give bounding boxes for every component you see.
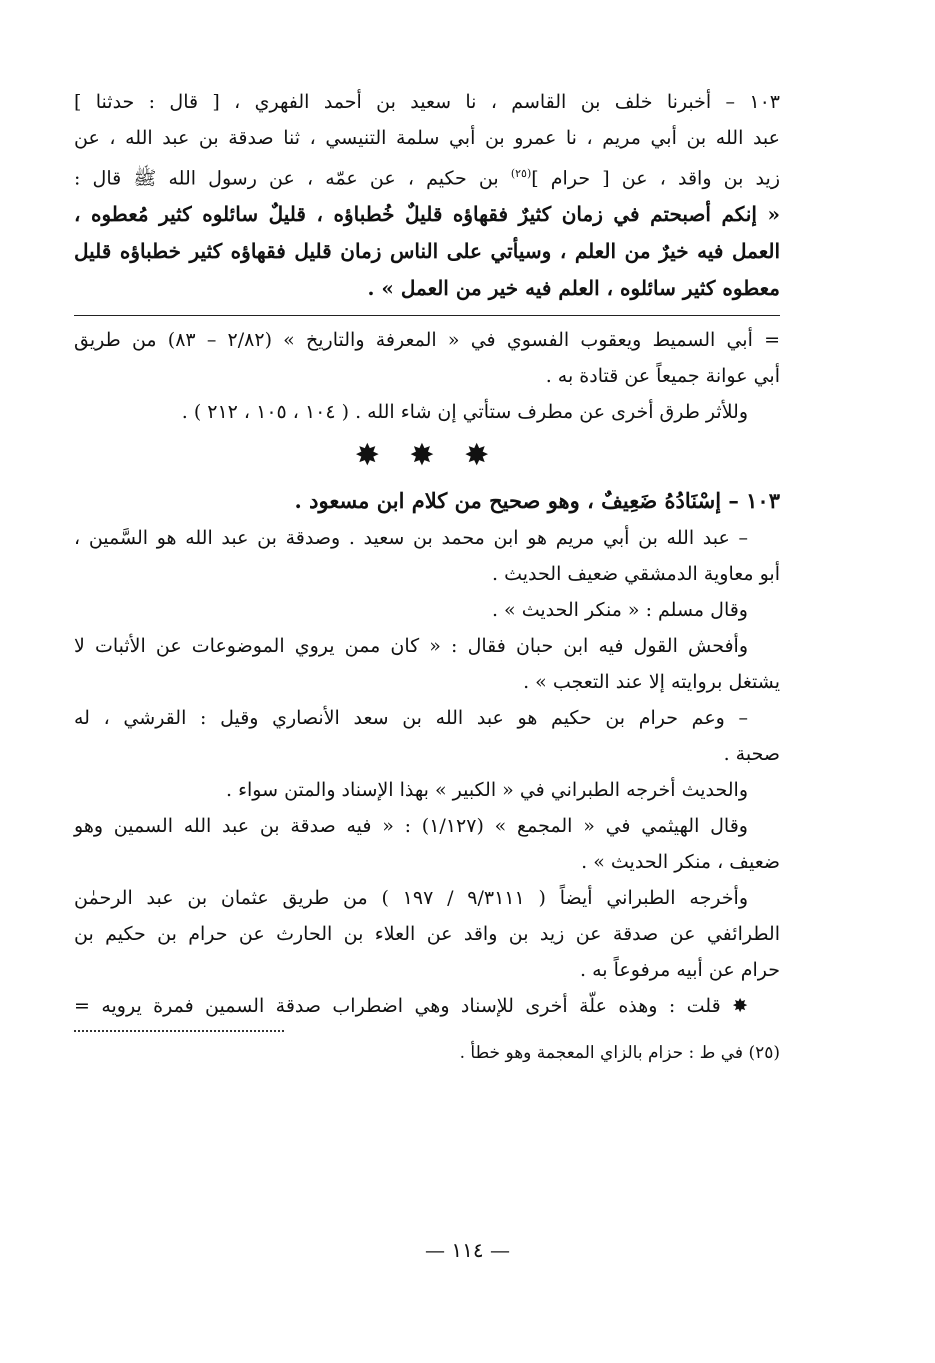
- commentary-line-13: حرام عن أبيه مرفوعاً به .: [580, 959, 780, 982]
- hadith-line-1: « إنكم أصبحتم في زمان كثيرٌ فقهاؤه قليلٌ خُطباؤه ، قليلٌ سائلوه كثير مُعطوه ،: [74, 202, 780, 227]
- footnote-separator: [74, 1030, 284, 1032]
- footnote: (٢٥) في ط : حزام بالزاي المعجمة وهو خطأ .: [459, 1043, 780, 1064]
- text-line-1: ١٠٣ – أخبرنا خلف بن القاسم ، نا سعيد بن أحمد الفهري ، [ قال : حدثنا ]: [74, 91, 780, 113]
- page-number: — ١١٤ —: [425, 1238, 510, 1262]
- commentary-line-11: وأخرجه الطبراني أيضاً ( ٩/٣١١١ / ١٩٧ ) من طريق عثمان بن عبد الرحمٰن: [74, 887, 748, 910]
- commentary-line-5: يشتغل بروايته إلا عند التعجب » .: [523, 671, 780, 694]
- text-line-3a: زيد بن واقد ، عن [ حرام ]: [531, 167, 780, 190]
- hadith-line-2: العمل فيه خيرٌ من العلم ، وسيأتي على الناس زمان قليل فقهاؤه كثير خطباؤه قليل: [74, 239, 780, 264]
- section-divider: [74, 315, 780, 316]
- commentary-top-line-2: أبي عوانة جميعاً عن قتادة به .: [545, 365, 780, 388]
- text-line-2: عبد الله بن أبي مريم ، نا عمرو بن أبي سلمة التنيسي ، ثنا صدقة بن عبد الله ، عن: [74, 127, 780, 149]
- commentary-line-9: وقال الهيثمي في « المجمع » (١/١٢٧) : « فيه صدقة بن عبد الله السمين وهو: [74, 815, 748, 838]
- commentary-line-2: أبو معاوية الدمشقي ضعيف الحديث .: [492, 563, 780, 586]
- commentary-top-line-1: = أبي السميط ويعقوب الفسوي في « المعرفة والتاريخ » (٢/٨٢ – ٨٣) من طريق: [74, 329, 780, 352]
- section-heading: ١٠٣ – إسْنَادُهُ ضَعِيفٌ ، وهو صحيح من كلام ابن مسعود .: [294, 488, 780, 514]
- commentary-line-10: ضعيف ، منكر الحديث » .: [581, 851, 780, 874]
- footnote-reference: (٢٥): [510, 167, 532, 180]
- commentary-line-7: صحبة .: [723, 743, 780, 766]
- commentary-main: [74, 520, 780, 1024]
- commentary-line-14: ✸ قلت : وهذه علّة أخرى للإسناد وهي اضطراب صدقة السمين فمرة يرويه =: [74, 995, 748, 1018]
- hadith-text-block: [74, 84, 780, 307]
- hadith-line-3: معطوه كثير سائلوه ، العلم فيه خير من العمل » .: [367, 276, 780, 301]
- commentary-line-6: – وعم حرام بن حكيم هو عبد الله بن سعد الأنصاري وقيل : القرشي ، له: [74, 707, 748, 730]
- text-line-3b: بن حكيم ، عن عمّه ، عن رسول الله ﷺ قال :: [74, 167, 499, 190]
- commentary-top: [74, 322, 780, 430]
- page-content: [74, 84, 780, 1068]
- commentary-line-3: وقال مسلم : « منكر الحديث » .: [491, 599, 748, 622]
- commentary-line-8: والحديث أخرجه الطبراني في « الكبير » بهذا الإسناد والمتن سواء .: [226, 779, 748, 802]
- commentary-line-1: – عبد الله بن أبي مريم هو ابن محمد بن سعيد . وصدقة بن عبد الله هو السَّمين ،: [74, 527, 748, 550]
- commentary-top-line-3: وللأثر طرق أخرى عن مطرف ستأتي إن شاء الله . ( ١٠٤ ، ١٠٥ ، ٢١٢ ) .: [181, 401, 748, 424]
- commentary-line-4: وأفحش القول فيه ابن حبان فقال : « كان ممن يروي الموضوعات عن الأثبات لا: [74, 635, 748, 658]
- commentary-line-12: الطرائفي عن صدقة عن زيد بن واقد عن العلاء بن الحارث عن حرام بن حكيم بن: [74, 923, 780, 946]
- star-separator: ✸ ✸ ✸: [354, 438, 500, 474]
- text-line-3: [74, 156, 780, 196]
